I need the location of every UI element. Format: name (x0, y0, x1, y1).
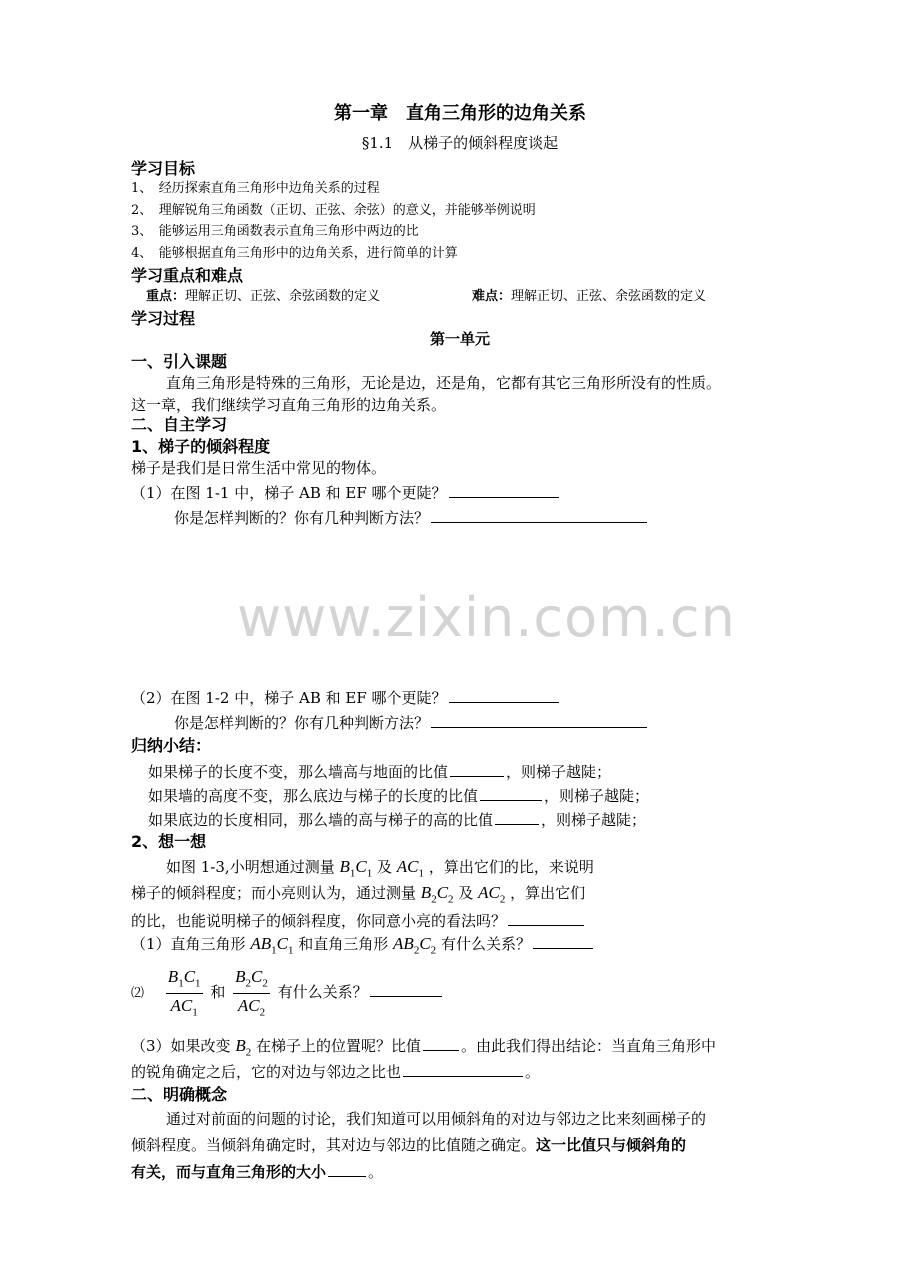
think-text: （1）直角三角形 (131, 935, 246, 953)
think-text: 的锐角确定之后，它的对边与邻边之比也 (131, 1063, 402, 1081)
intro-text: 直角三角形是特殊的三角形，无论是边，还是角，它都有其它三角形所没有的性质。 (166, 374, 722, 392)
concept-text-part: 倾斜程度。当倾斜角确定时，其对边与邻边的比值随之确定。 (131, 1136, 537, 1154)
think-text: 的比，也能说明梯子的倾斜程度，你同意小亮的看法吗？ (131, 912, 507, 930)
math-b2c2: $B_2C_2$ (420, 883, 454, 906)
think-text: 和 (210, 983, 226, 1002)
key-text: 理解正切、正弦、余弦函数的定义 (185, 289, 381, 304)
math-ac1: $AC_1$ (396, 857, 425, 880)
fraction-b1c1-ac1: $\frac{B_1C_1}{AC_1}$ (167, 967, 201, 1018)
think-text: 及 (377, 858, 393, 876)
answer-blank[interactable] (328, 1161, 366, 1177)
concept-heading: 二、明确概念 (131, 1085, 228, 1104)
answer-blank[interactable] (431, 507, 647, 523)
think-question-1 (131, 933, 595, 958)
math-b2: $B_2$ (235, 1036, 252, 1059)
answer-blank[interactable] (431, 712, 647, 728)
goal-item: 2、 理解锐角三角函数（正切、正弦、余弦）的意义，并能够举例说明 (131, 203, 536, 218)
answer-blank[interactable] (423, 1035, 459, 1051)
hard-text: 理解正切、正弦、余弦函数的定义 (511, 289, 707, 304)
concept-text-part: 。 (368, 1163, 384, 1181)
goals-heading: 学习目标 (131, 159, 196, 178)
ladder-intro: 梯子是我们是日常生活中常见的物体。 (131, 459, 387, 477)
summary-text: 如果底边的长度相同，那么墙的高与梯子的高的比值 (148, 811, 494, 829)
think-text: 及 (458, 884, 474, 902)
think-text: （3）如果改变 (131, 1037, 231, 1055)
math-ac2: $AC_2$ (478, 883, 506, 906)
summary-text: ，则梯子越陡； (506, 763, 612, 781)
intro-heading: 一、引入课题 (131, 352, 228, 371)
think-text: 在梯子上的位置呢？比值 (256, 1037, 422, 1055)
summary-text: 如果梯子的长度不变，那么墙高与地面的比值 (148, 763, 449, 781)
math-ab1c1: $AB_1C_1$ (250, 934, 294, 957)
process-heading: 学习过程 (131, 309, 196, 328)
think-text: 。由此我们得出结论：当直角三角形中 (461, 1037, 717, 1055)
think-question-3 (131, 1035, 716, 1060)
think-text: 。 (525, 1063, 541, 1081)
think-question-3-cont (131, 1061, 540, 1081)
answer-blank[interactable] (450, 761, 504, 777)
summary-text: 如果墙的高度不变，那么底边与梯子的长度的比值 (148, 787, 479, 805)
hard-point (472, 289, 706, 305)
self-study-heading: 二、自主学习 (131, 415, 228, 434)
answer-blank[interactable] (533, 933, 593, 949)
hard-label: 难点： (472, 289, 512, 304)
think-text: ，算出它们的比，来说明 (428, 858, 594, 876)
think-text: 有什么关系？ (440, 935, 531, 953)
answer-blank[interactable] (449, 482, 559, 498)
answer-blank[interactable] (449, 687, 559, 703)
think-paragraph (166, 857, 594, 881)
concept-text: 通过对前面的问题的讨论，我们知道可以用倾斜角的对边与邻边之比来刻画梯子的 (166, 1110, 707, 1128)
answer-blank[interactable] (370, 981, 442, 997)
math-ab2c2: $AB_2C_2$ (393, 934, 437, 957)
question-1b (174, 507, 649, 527)
ladder-heading: 1、梯子的倾斜程度 (131, 437, 271, 456)
question-2b (174, 712, 649, 732)
question-text: 你是怎样判断的？你有几种判断方法？ (174, 509, 430, 527)
think-text: 和直角三角形 (298, 935, 389, 953)
think-paragraph (131, 883, 585, 907)
think-heading: 2、想一想 (131, 832, 207, 851)
goal-item: 1、 经历探索直角三角形中边角关系的过程 (131, 181, 380, 196)
summary-heading: 归纳小结： (131, 736, 212, 755)
concept-emphasis: 有关，而与直角三角形的大小 (131, 1163, 327, 1181)
question-text: （1）在图 1-1 中，梯子 AB 和 EF 哪个更陡？ (131, 484, 447, 502)
goal-item: 3、 能够运用三角函数表示直角三角形中两边的比 (131, 224, 419, 239)
summary-text: ，则梯子越陡； (541, 811, 647, 829)
think-question-2 (131, 967, 444, 1019)
concept-text (131, 1161, 383, 1181)
section-subtitle: §1.1 从梯子的倾斜程度谈起 (361, 134, 559, 152)
math-b1c1: $B_1C_1$ (339, 857, 373, 880)
question-text: 你是怎样判断的？你有几种判断方法？ (174, 714, 430, 732)
concept-text (131, 1136, 686, 1154)
question-1a (131, 482, 561, 502)
page-title: 第一章 直角三角形的边角关系 (334, 103, 586, 124)
think-text: 梯子的倾斜程度；而小亮则认为，通过测量 (131, 884, 417, 902)
answer-blank[interactable] (480, 785, 542, 801)
think-text: ，算出它们 (510, 884, 586, 902)
watermark: www.zixin.com.cn (237, 586, 736, 649)
summary-text: ，则梯子越陡； (544, 787, 650, 805)
unit-title: 第一单元 (429, 330, 490, 348)
think-paragraph (131, 910, 586, 930)
answer-blank[interactable] (403, 1061, 523, 1077)
question-text: （2）在图 1-2 中，梯子 AB 和 EF 哪个更陡？ (131, 689, 447, 707)
summary-line (148, 761, 611, 781)
think-text: 如图 1-3,小明想通过测量 (166, 858, 335, 876)
concept-emphasis: 这一比值只与倾斜角的 (536, 1136, 687, 1154)
think-text: 有什么关系？ (277, 983, 368, 1002)
goal-item: 4、 能够根据直角三角形中的边角关系，进行简单的计算 (131, 246, 458, 261)
fraction-b2c2-ac2: $\frac{B_2C_2}{AC_2}$ (235, 967, 268, 1018)
focus-heading: 学习重点和难点 (131, 266, 244, 285)
key-point (146, 289, 380, 305)
intro-text: 这一章，我们继续学习直角三角形的边角关系。 (131, 396, 447, 414)
question-2a (131, 687, 561, 707)
question-number: ⑵ (131, 986, 145, 1002)
summary-line (148, 785, 649, 805)
answer-blank[interactable] (508, 910, 584, 926)
answer-blank[interactable] (495, 809, 539, 825)
summary-line (148, 809, 646, 829)
key-label: 重点： (146, 289, 186, 304)
